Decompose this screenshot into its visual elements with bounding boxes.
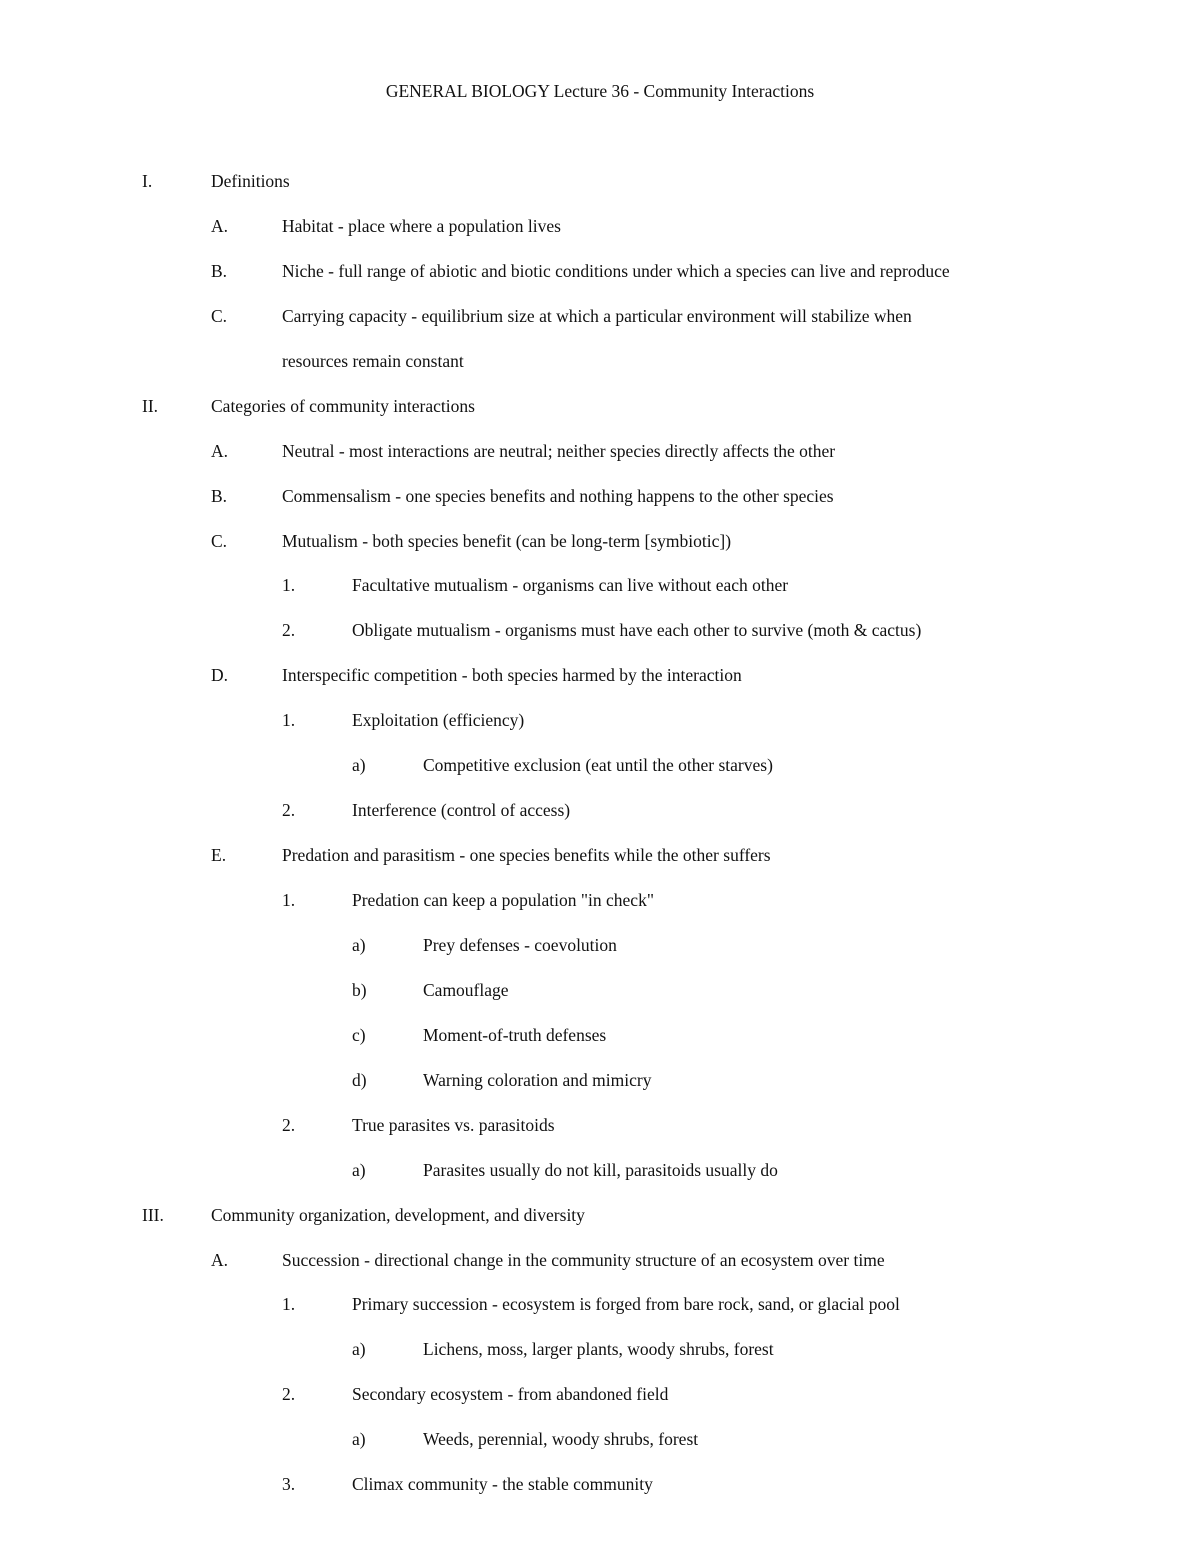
outline-marker: 1. [282,710,296,731]
outline-marker: 1. [282,575,296,596]
outline-item-level-3 [0,1069,1200,1114]
outline-item-level-2 [0,619,1200,664]
outline-item-level-0 [0,1204,1200,1249]
outline-item-text: Facultative mutualism - organisms can live without each other [352,575,789,596]
outline-marker: 1. [282,1294,296,1315]
outline-item-level-1 [0,260,1200,305]
outline-item-level-1 [0,215,1200,260]
outline-item-level-3 [0,754,1200,799]
outline-item-level-0 [0,170,1200,215]
outline-marker: A. [211,215,229,236]
outline-item-level-3 [0,1159,1200,1204]
outline-item-level-3 [0,1338,1200,1383]
outline-marker: D. [211,665,229,686]
outline-marker: a) [352,934,366,955]
outline-marker: C. [211,530,228,551]
outline-item-text: Interference (control of access) [352,800,571,821]
outline-item-level-2 [0,1383,1200,1428]
outline-item-text: Exploitation (efficiency) [352,710,525,731]
outline-item-level-1 [0,1249,1200,1294]
outline-marker: 3. [282,1474,296,1495]
outline-item-level-2 [0,1293,1200,1338]
outline-item-level-2 [0,889,1200,934]
outline-item-level-1 [0,530,1200,575]
outline-item-level-3 [0,934,1200,979]
outline-marker: II. [142,395,159,416]
outline-item-text: Competitive exclusion (eat until the other starves) [423,755,773,776]
outline-marker: A. [211,440,229,461]
outline-item-continuation: resources remain constant [282,350,464,371]
outline-marker: a) [352,755,366,776]
outline-item-text: True parasites vs. parasitoids [352,1114,555,1135]
outline-item-text: Primary succession - ecosystem is forged from bare rock, sand, or glacial pool [352,1294,900,1315]
outline-item-text: Definitions [211,171,290,191]
outline-item-text: Community organization, development, and diversity [211,1204,585,1225]
outline-item-level-2 [0,1473,1200,1518]
outline-item-text: Commensalism - one species benefits and nothing happens to the other species [282,485,834,506]
outline-item-text: Predation and parasitism - one species benefits while the other suffers [282,845,771,866]
outline-item-text: Interspecific competition - both species harmed by the interaction [282,665,742,686]
outline-marker: I. [142,171,153,191]
outline-marker: b) [352,979,367,1000]
outline-marker: 2. [282,1114,296,1135]
outline-item-text: Warning coloration and mimicry [423,1069,652,1090]
outline-item-level-0 [0,395,1200,440]
outline-marker: c) [352,1024,366,1045]
outline-item-level-1 [0,664,1200,709]
outline-item-level-3 [0,1024,1200,1069]
outline-item-level-2 [0,1114,1200,1159]
outline-item-text: Categories of community interactions [211,395,475,416]
outline-marker: d) [352,1069,367,1090]
outline-item-level-2 [0,574,1200,619]
outline-item-level-1 [0,485,1200,530]
outline-item-level-3 [0,1428,1200,1473]
outline-marker: 2. [282,1384,296,1405]
outline-item-level-1 [0,350,1200,395]
outline-marker: E. [211,845,227,866]
outline-item-text: Niche - full range of abiotic and biotic conditions under which a species can live and reproduce [282,260,950,281]
outline-item-level-2 [0,799,1200,844]
outline-item-text: Secondary ecosystem - from abandoned field [352,1384,669,1405]
outline-item-text: Weeds, perennial, woody shrubs, forest [423,1429,699,1450]
outline-marker: a) [352,1429,366,1450]
outline-marker: 1. [282,890,296,910]
outline-item-text: Predation can keep a population "in check" [352,890,654,910]
outline-marker: B. [211,260,228,281]
document-title: GENERAL BIOLOGY Lecture 36 - Community Interactions [385,81,815,101]
outline-item-level-1 [0,305,1200,350]
outline-marker: A. [211,1249,229,1270]
outline-item-text: Climax community - the stable community [352,1474,653,1495]
outline-item-text: Camouflage [423,979,509,1000]
outline-item-level-3 [0,979,1200,1024]
outline-item-text: Parasites usually do not kill, parasitoids usually do [423,1159,778,1180]
outline-marker: a) [352,1339,366,1360]
outline-item-text: Prey defenses - coevolution [423,934,617,955]
outline-marker: a) [352,1159,366,1180]
outline-item-text: Mutualism - both species benefit (can be long-term [symbiotic]) [282,530,732,551]
outline-item-text: Obligate mutualism - organisms must have each other to survive (moth & cactus) [352,620,922,641]
outline-item-level-1 [0,440,1200,485]
outline-marker: B. [211,485,228,506]
outline-item-text: Succession - directional change in the community structure of an ecosystem over time [282,1249,885,1270]
lecture-outline [0,170,1200,1518]
outline-marker: 2. [282,620,296,641]
outline-marker: III. [142,1204,164,1225]
outline-item-text: Carrying capacity - equilibrium size at which a particular environment will stabilize when [282,305,912,326]
outline-item-level-2 [0,709,1200,754]
outline-item-text: Lichens, moss, larger plants, woody shrubs, forest [423,1339,774,1360]
outline-marker: 2. [282,800,296,821]
outline-item-text: Habitat - place where a population lives [282,215,561,236]
outline-item-text: Moment-of-truth defenses [423,1024,607,1045]
outline-item-level-1 [0,844,1200,889]
outline-item-text: Neutral - most interactions are neutral; neither species directly affects the other [282,440,836,461]
outline-marker: C. [211,305,228,326]
